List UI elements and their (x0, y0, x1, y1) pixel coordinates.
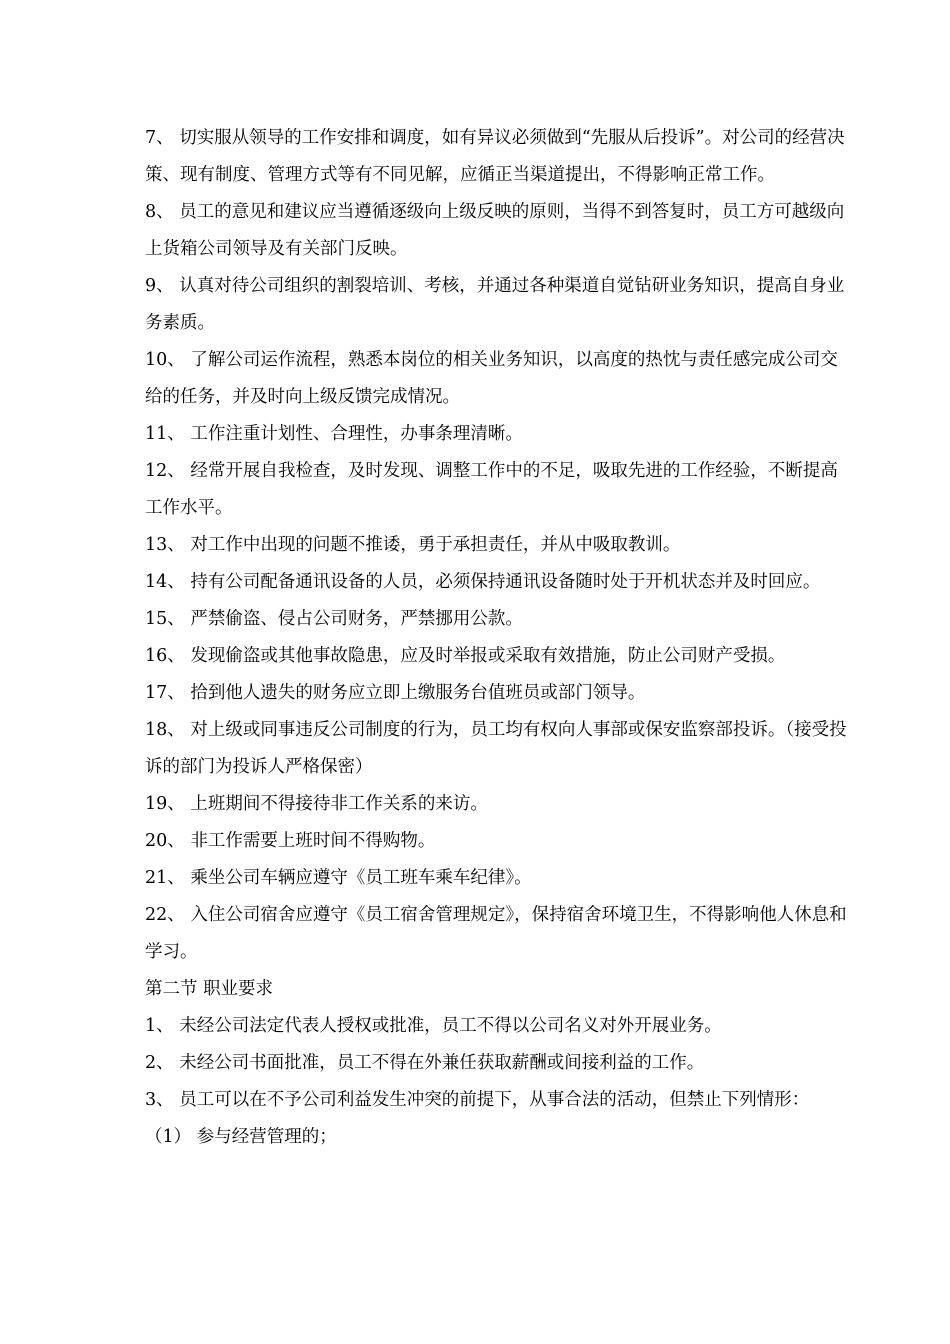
item-text: 严禁偷盗、侵占公司财务，严禁挪用公款。 (190, 609, 523, 629)
list-item (145, 860, 853, 897)
item-number: 15、 (145, 609, 185, 629)
item-number: 20、 (145, 831, 185, 851)
item-text: 经常开展自我检查，及时发现、调整工作中的不足，吸取先进的工作经验，不断提高工作水平。 (145, 461, 838, 518)
section-list-item (145, 1008, 853, 1045)
list-item (145, 194, 853, 268)
item-number: 22、 (145, 905, 185, 925)
item-text: 员工的意见和建议应当遵循逐级向上级反映的原则，当得不到答复时，员工方可越级向上货箱公司领导及有关部门反映。 (145, 202, 845, 259)
item-text: 切实服从领导的工作安排和调度，如有异议必须做到“先服从后投诉”。对公司的经营决策、现有制度、管理方式等有不同见解，应循正当渠道提出，不得影响正常工作。 (145, 128, 845, 185)
item-number: 10、 (145, 350, 185, 370)
item-text: 未经公司法定代表人授权或批准，员工不得以公司名义对外开展业务。 (179, 1016, 722, 1036)
item-number: 2、 (145, 1053, 174, 1073)
item-number: 14、 (145, 572, 185, 592)
item-text: 非工作需要上班时间不得购物。 (190, 831, 436, 851)
item-number: 1、 (145, 1016, 174, 1036)
item-text: 员工可以在不予公司利益发生冲突的前提下，从事合法的活动，但禁止下列情形： (179, 1090, 810, 1110)
list-item (145, 564, 853, 601)
list-item (145, 601, 853, 638)
item-number: 16、 (145, 646, 185, 666)
item-text: 上班期间不得接待非工作关系的来访。 (190, 794, 488, 814)
item-text: 未经公司书面批准，员工不得在外兼任获取薪酬或间接利益的工作。 (179, 1053, 705, 1073)
list-item (145, 675, 853, 712)
item-text: 了解公司运作流程，熟悉本岗位的相关业务知识，以高度的热忱与责任感完成公司交给的任务，并及时向上级反馈完成情况。 (145, 350, 838, 407)
sub-item-number: （1） (145, 1127, 192, 1147)
item-number: 21、 (145, 868, 185, 888)
item-text: 对上级或同事违反公司制度的行为，员工均有权向人事部或保安监察部投诉。（接受投诉的部门为投诉人严格保密） (145, 720, 847, 777)
list-item (145, 416, 853, 453)
item-number: 13、 (145, 535, 185, 555)
item-text: 对工作中出现的问题不推诿，勇于承担责任，并从中吸取教训。 (190, 535, 681, 555)
item-text: 乘坐公司车辆应遵守《员工班车乘车纪律》。 (190, 868, 532, 888)
list-item (145, 342, 853, 416)
item-number: 8、 (145, 202, 174, 222)
item-number: 12、 (145, 461, 185, 481)
item-text: 持有公司配备通讯设备的人员，必须保持通讯设备随时处于开机状态并及时回应。 (190, 572, 821, 592)
item-text: 拾到他人遗失的财务应立即上缴服务台值班员或部门领导。 (190, 683, 646, 703)
list-item (145, 712, 853, 786)
item-number: 7、 (145, 128, 174, 148)
list-item (145, 897, 853, 971)
item-number: 17、 (145, 683, 185, 703)
section-heading: 第二节 职业要求 (145, 979, 274, 999)
section-list-item (145, 1045, 853, 1082)
item-text: 认真对待公司组织的割裂培训、考核，并通过各种渠道自觉钻研业务知识，提高自身业务素质。 (145, 276, 845, 333)
document-body (145, 120, 853, 1156)
item-number: 19、 (145, 794, 185, 814)
item-number: 9、 (145, 276, 174, 296)
list-item (145, 120, 853, 194)
list-item (145, 786, 853, 823)
item-text: 发现偷盗或其他事故隐患，应及时举报或采取有效措施，防止公司财产受损。 (190, 646, 786, 666)
sub-item-text: 参与经营管理的； (196, 1127, 337, 1147)
list-item (145, 268, 853, 342)
list-item (145, 823, 853, 860)
list-item (145, 638, 853, 675)
sub-list-item (145, 1119, 853, 1156)
item-text: 工作注重计划性、合理性，办事条理清晰。 (190, 424, 523, 444)
list-item (145, 527, 853, 564)
list-item (145, 453, 853, 527)
item-text: 入住公司宿舍应遵守《员工宿舍管理规定》，保持宿舍环境卫生，不得影响他人休息和学习。 (145, 905, 847, 962)
item-number: 3、 (145, 1090, 174, 1110)
section-list-item (145, 1082, 853, 1119)
item-number: 18、 (145, 720, 185, 740)
item-number: 11、 (145, 424, 185, 444)
